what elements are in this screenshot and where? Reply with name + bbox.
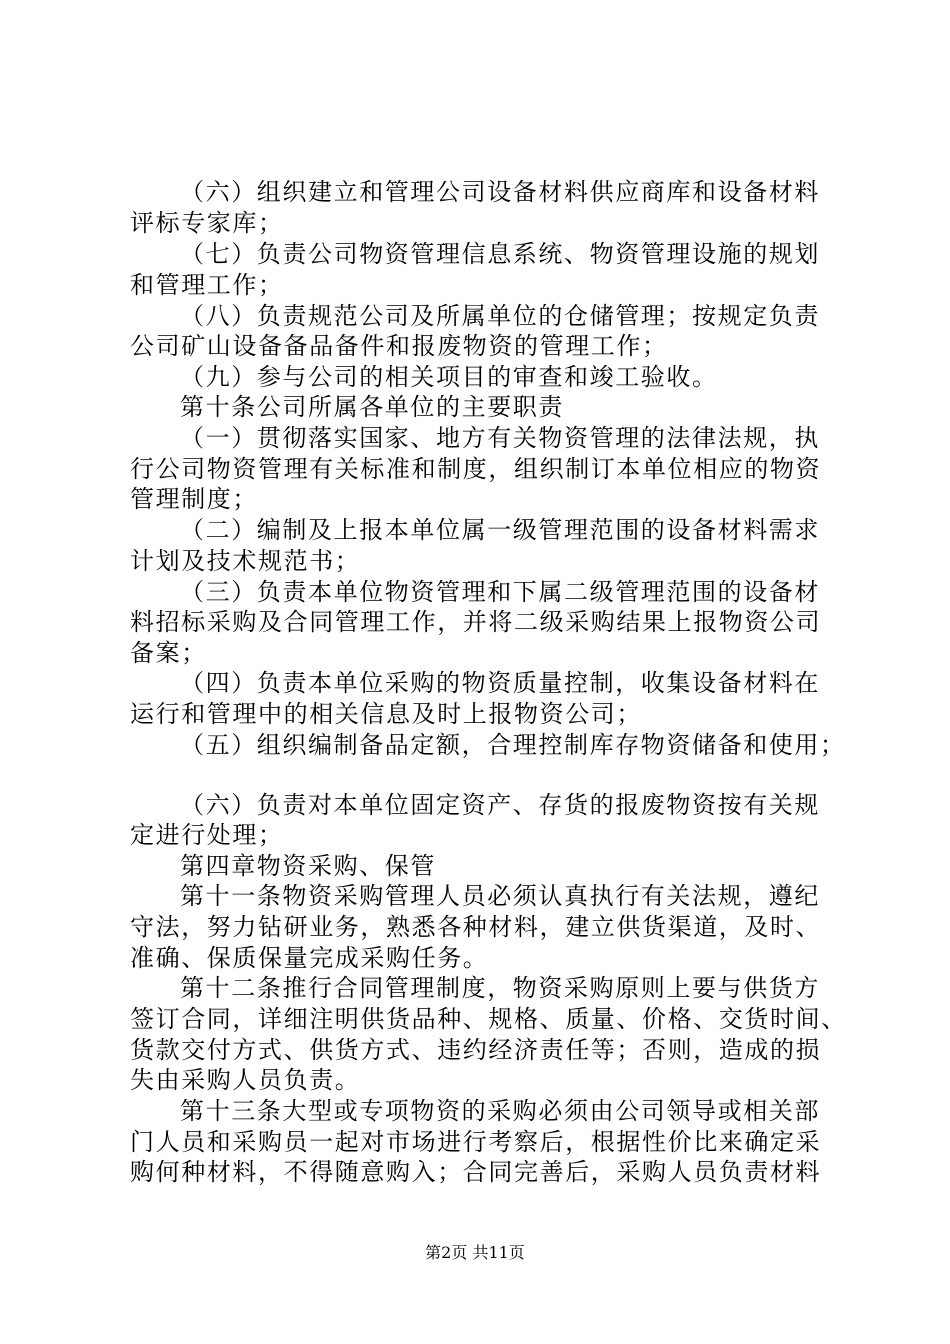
paragraph-line: 第十二条推行合同管理制度，物资采购原则上要与供货方 xyxy=(180,974,820,1002)
paragraph-line: 定进行处理； xyxy=(130,821,284,849)
paragraph-line: 购何种材料，不得随意购入；合同完善后，采购人员负责材料 xyxy=(130,1158,822,1186)
section-heading: 第十条公司所属各单位的主要职责 xyxy=(180,393,564,421)
paragraph-line: 和管理工作； xyxy=(130,271,284,299)
paragraph-line: 签订合同，详细注明供货品种、规格、质量、价格、交货时间、 xyxy=(130,1005,847,1033)
paragraph-line: 备案； xyxy=(130,639,207,667)
paragraph-line: 公司矿山设备备品备件和报废物资的管理工作； xyxy=(130,332,668,360)
paragraph-line: 准确、保质保量完成采购任务。 xyxy=(130,944,489,972)
paragraph-line: 第十三条大型或专项物资的采购必须由公司领导或相关部 xyxy=(180,1097,820,1125)
paragraph-line: 运行和管理中的相关信息及时上报物资公司； xyxy=(130,700,642,728)
paragraph-line: （四）负责本单位采购的物资质量控制，收集设备材料在 xyxy=(180,669,820,697)
paragraph-line: 门人员和采购员一起对市场进行考察后，根据性价比来确定采 xyxy=(130,1128,822,1156)
paragraph-line: （六）负责对本单位固定资产、存货的报废物资按有关规 xyxy=(180,791,820,819)
paragraph-line: 失由采购人员负责。 xyxy=(130,1066,361,1094)
paragraph-line: （二）编制及上报本单位属一级管理范围的设备材料需求 xyxy=(180,516,820,544)
paragraph-line: （三）负责本单位物资管理和下属二级管理范围的设备材 xyxy=(180,578,820,606)
paragraph-line: （一）贯彻落实国家、地方有关物资管理的法律法规，执 xyxy=(180,424,820,452)
paragraph-line: （六）组织建立和管理公司设备材料供应商库和设备材料 xyxy=(180,178,820,206)
chapter-heading: 第四章物资采购、保管 xyxy=(180,852,436,880)
paragraph-line: 守法，努力钻研业务，熟悉各种材料，建立供货渠道，及时、 xyxy=(130,913,822,941)
page-number-footer: 第2页 共11页 xyxy=(425,1243,525,1262)
paragraph-line: 评标专家库； xyxy=(130,209,284,237)
paragraph-line: 管理制度； xyxy=(130,485,258,513)
paragraph-line: 第十一条物资采购管理人员必须认真执行有关法规，遵纪 xyxy=(180,882,820,910)
paragraph-line: （八）负责规范公司及所属单位的仓储管理；按规定负责 xyxy=(180,302,820,330)
paragraph-line: （九）参与公司的相关项目的审查和竣工验收。 xyxy=(180,363,718,391)
paragraph-line: 料招标采购及合同管理工作，并将二级采购结果上报物资公司 xyxy=(130,608,822,636)
paragraph-line: （五）组织编制备品定额，合理控制库存物资储备和使用； xyxy=(180,731,846,759)
paragraph-line: 行公司物资管理有关标准和制度，组织制订本单位相应的物资 xyxy=(130,455,822,483)
paragraph-line: 货款交付方式、供货方式、违约经济责任等；否则，造成的损 xyxy=(130,1036,822,1064)
paragraph-line: 计划及技术规范书； xyxy=(130,547,361,575)
paragraph-line: （七）负责公司物资管理信息系统、物资管理设施的规划 xyxy=(180,240,820,268)
